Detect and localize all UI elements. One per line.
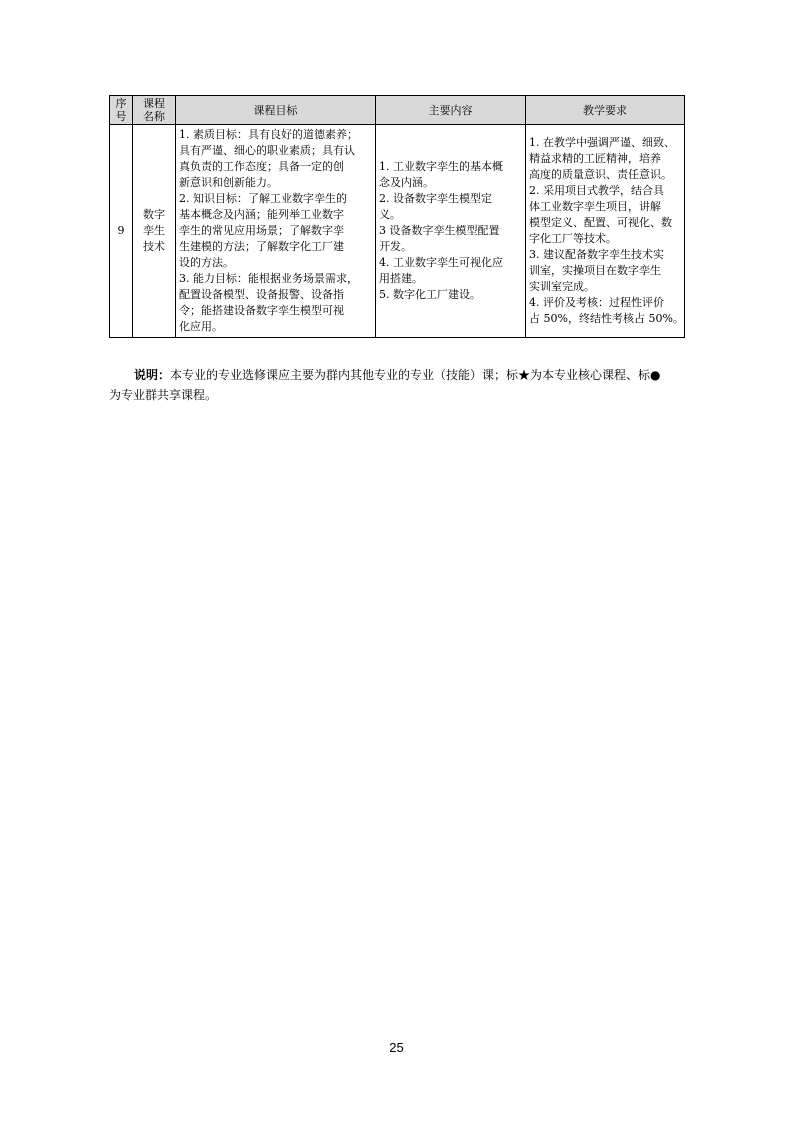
requirement-line: 精益求精的工匠精神，培养 (529, 152, 661, 165)
page-number: 25 (389, 1040, 404, 1055)
requirement-line: 2. 采用项目式教学，结合具 (529, 184, 664, 197)
requirement-line: 3. 建议配备数字孪生技术实 (529, 248, 664, 261)
course-name-line: 孪生 (143, 224, 165, 237)
goal-line: 1. 素质目标：具有良好的道德素养； (179, 128, 358, 141)
requirement-line: 4. 评价及考核：过程性评价 (529, 296, 664, 309)
note-text: 本专业的专业选修课应主要为群内其他专业的专业（技能）课；标★为本专业核心课程、标● (170, 368, 661, 382)
header-name-line: 名称 (143, 110, 165, 123)
header-index-line: 号 (115, 110, 127, 123)
header-index-line: 序 (115, 97, 127, 110)
note-line-2: 为专业群共享课程。 (109, 388, 218, 402)
table-header-row (110, 96, 685, 125)
requirement-line: 1. 在教学中强调严谨、细致、 (529, 136, 675, 149)
goal-line: 基本概念及内涵；能列举工业数字 (179, 208, 344, 221)
requirement-line: 模型定义、配置、可视化、数 (529, 216, 672, 229)
goal-line: 3. 能力目标：能根据业务场景需求， (179, 272, 358, 285)
goal-line: 令；能搭建设备数字孪生模型可视 (179, 304, 344, 317)
course-name-line: 技术 (143, 240, 165, 253)
goal-line: 生建模的方法；了解数字化工厂建 (179, 240, 344, 253)
goal-line: 新意识和创新能力。 (179, 176, 278, 189)
content-line: 1. 工业数字孪生的基本概 (379, 160, 503, 173)
goal-line: 具有严谨、细心的职业素质；具有认 (179, 144, 355, 157)
requirement-line: 体工业数字孪生项目，讲解 (529, 200, 661, 213)
header-name-line: 课程 (143, 97, 165, 110)
course-table (109, 95, 685, 338)
requirement-line: 占 50%，终结性考核占 50%。 (529, 312, 684, 325)
goal-line: 孪生的常见应用场景；了解数字孪 (179, 224, 344, 237)
note-label: 说明： (134, 368, 171, 382)
goal-line: 2. 知识目标：了解工业数字孪生的 (179, 192, 347, 205)
content-line: 开发。 (379, 240, 412, 253)
content-line: 4. 工业数字孪生可视化应 (379, 256, 503, 269)
header-index (110, 96, 133, 125)
requirement-line: 训室，实操项目在数字孪生 (529, 264, 661, 277)
header-course-goals: 课程目标 (176, 96, 376, 125)
goal-line: 设的方法。 (179, 256, 234, 269)
table-row (110, 125, 685, 338)
goal-line: 化应用。 (179, 320, 223, 333)
row-teaching-requirements (526, 125, 685, 338)
requirement-line: 字化工厂等技术。 (529, 232, 617, 245)
row-index: 9 (110, 125, 133, 338)
content-line: 3 设备数字孪生模型配置 (379, 224, 500, 237)
goal-line: 配置设备模型、设备报警、设备指 (179, 288, 344, 301)
content-line: 2. 设备数字孪生模型定 (379, 192, 492, 205)
requirement-line: 高度的质量意识、责任意识。 (529, 168, 672, 181)
content-line: 5. 数字化工厂建设。 (379, 288, 481, 301)
requirement-line: 实训室完成。 (529, 280, 595, 293)
row-course-name (133, 125, 176, 338)
header-course-name (133, 96, 176, 125)
explanation-note (109, 365, 684, 405)
content-line: 念及内涵。 (379, 176, 434, 189)
row-main-content (376, 125, 526, 338)
header-main-content: 主要内容 (376, 96, 526, 125)
row-course-goals (176, 125, 376, 338)
content-line: 用搭建。 (379, 272, 423, 285)
header-teaching-requirements: 教学要求 (526, 96, 685, 125)
course-name-line: 数字 (143, 208, 165, 221)
goal-line: 真负责的工作态度；具备一定的创 (179, 160, 344, 173)
note-line-1 (109, 365, 684, 385)
content-line: 义。 (379, 208, 401, 221)
